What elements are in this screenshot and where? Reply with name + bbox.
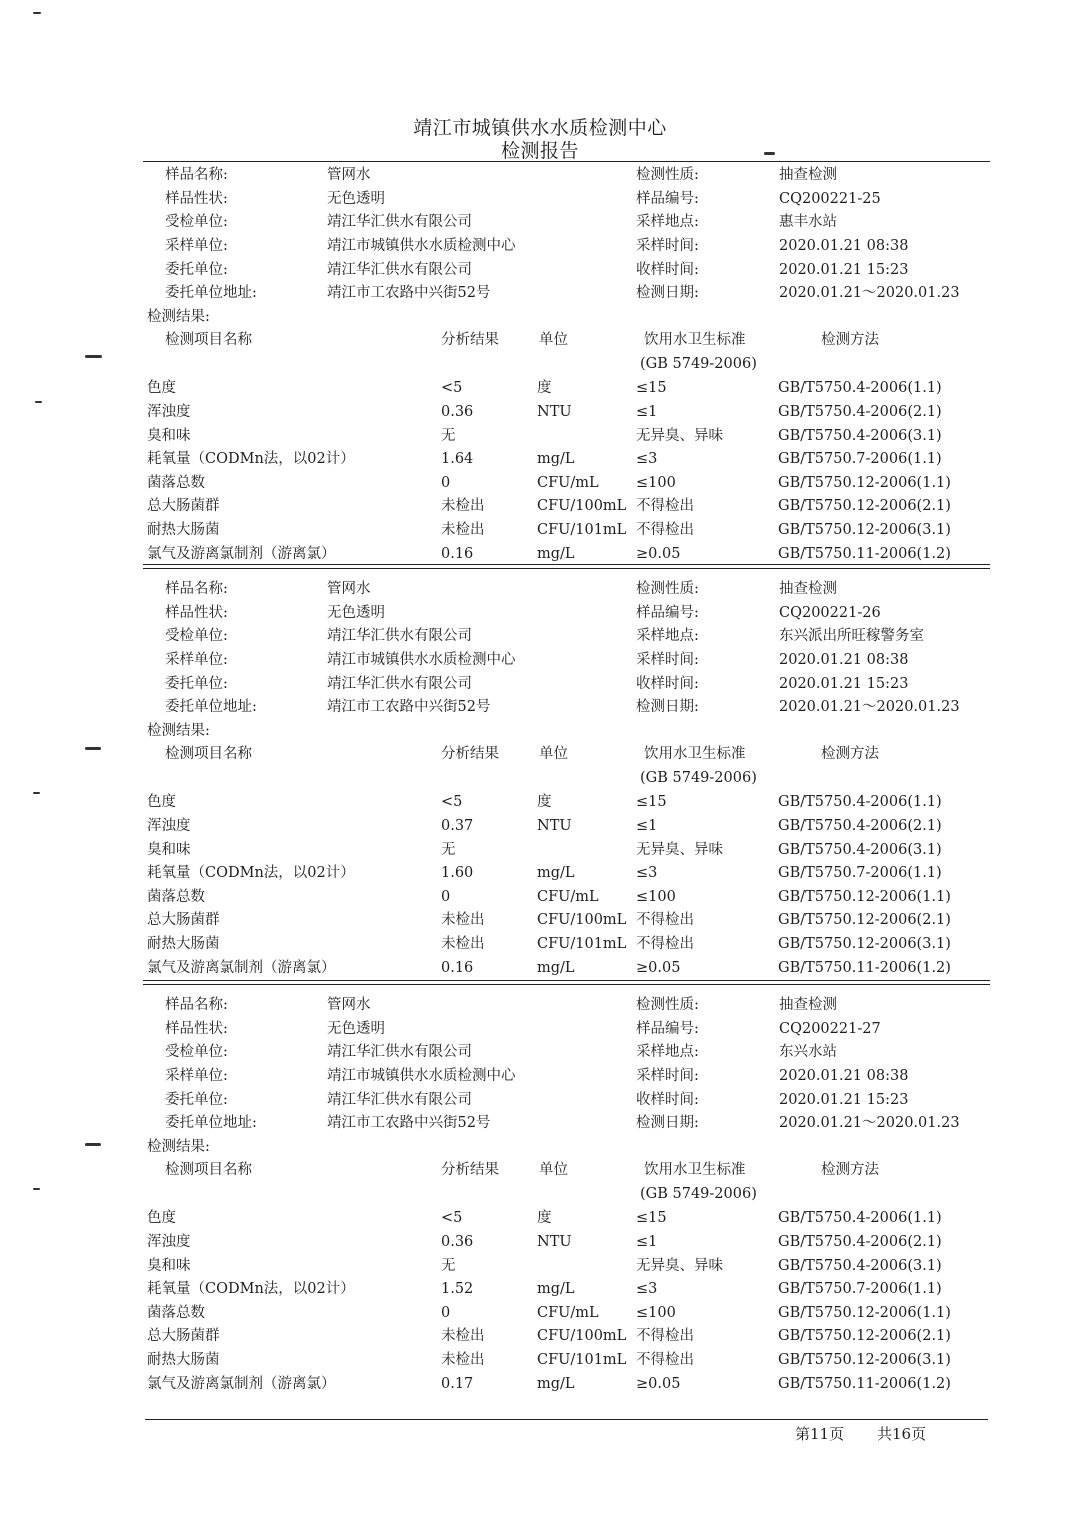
cell-result: 无 [441, 428, 456, 444]
value-client-address: 靖江市工农路中兴街52号 [327, 1115, 491, 1131]
cell-item: 氯气及游离氯制剂（游离氯） [147, 960, 336, 976]
cell-method: GB/T5750.4-2006(1.1) [778, 794, 942, 810]
value-receiving-time: 2020.01.21 15:23 [779, 676, 909, 692]
label-client-address: 委托单位地址: [165, 1115, 257, 1131]
label-sampling-time: 采样时间: [636, 652, 699, 668]
label-sampling-time: 采样时间: [636, 1068, 699, 1084]
cell-method: GB/T5750.7-2006(1.1) [778, 1281, 942, 1297]
value-sampling-unit: 靖江市城镇供水水质检测中心 [327, 238, 516, 254]
col-header-standard-code: (GB 5749-2006) [640, 770, 757, 786]
col-header-standard: 饮用水卫生标准 [644, 332, 746, 348]
cell-result: 0 [441, 889, 451, 905]
col-header-standard-code: (GB 5749-2006) [640, 1186, 757, 1202]
cell-result: <5 [441, 1210, 463, 1226]
report-section-3 [0, 993, 1080, 1403]
cell-result: 0.36 [441, 1234, 474, 1250]
value-receiving-time: 2020.01.21 15:23 [779, 1092, 909, 1108]
value-client-unit: 靖江华汇供水有限公司 [327, 676, 472, 692]
value-sample-no: CQ200221-27 [779, 1021, 881, 1037]
cell-result: 1.60 [441, 865, 474, 881]
value-test-nature: 抽查检测 [779, 997, 837, 1013]
cell-standard: 无异臭、异味 [636, 842, 723, 858]
label-sampling-unit: 采样单位: [165, 652, 228, 668]
value-sampling-unit: 靖江市城镇供水水质检测中心 [327, 1068, 516, 1084]
cell-unit: mg/L [537, 1376, 575, 1392]
value-inspected-unit: 靖江华汇供水有限公司 [327, 214, 472, 230]
cell-item: 耐热大肠菌 [147, 936, 220, 952]
cell-item: 菌落总数 [147, 1305, 205, 1321]
cell-unit: 度 [537, 1210, 552, 1226]
col-header-item: 检测项目名称 [165, 332, 252, 348]
col-header-unit: 单位 [539, 746, 568, 762]
label-test-nature: 检测性质: [636, 997, 699, 1013]
col-header-method: 检测方法 [821, 746, 879, 762]
cell-standard: ≤3 [636, 1281, 658, 1297]
cell-standard: ≤3 [636, 451, 658, 467]
cell-method: GB/T5750.4-2006(2.1) [778, 404, 942, 420]
label-test-date: 检测日期: [636, 285, 699, 301]
cell-item: 总大肠菌群 [147, 498, 220, 514]
label-receiving-time: 收样时间: [636, 262, 699, 278]
label-sample-name: 样品名称: [165, 997, 228, 1013]
label-receiving-time: 收样时间: [636, 676, 699, 692]
scan-mark [33, 12, 41, 14]
cell-standard: 不得检出 [636, 912, 694, 928]
label-client-address: 委托单位地址: [165, 285, 257, 301]
label-client-address: 委托单位地址: [165, 699, 257, 715]
cell-standard: ≤3 [636, 865, 658, 881]
cell-result: 未检出 [441, 522, 485, 538]
value-inspected-unit: 靖江华汇供水有限公司 [327, 628, 472, 644]
cell-item: 色度 [147, 794, 176, 810]
label-sampling-unit: 采样单位: [165, 238, 228, 254]
col-header-item: 检测项目名称 [165, 1162, 252, 1178]
scan-mark [33, 792, 40, 794]
cell-standard: 不得检出 [636, 522, 694, 538]
value-client-unit: 靖江华汇供水有限公司 [327, 1092, 472, 1108]
cell-result: 0 [441, 475, 451, 491]
cell-result: 无 [441, 1258, 456, 1274]
cell-item: 总大肠菌群 [147, 912, 220, 928]
cell-result: <5 [441, 794, 463, 810]
cell-standard: ≤1 [636, 404, 658, 420]
cell-unit: CFU/101mL [537, 1352, 627, 1368]
cell-result: <5 [441, 380, 463, 396]
cell-unit: CFU/100mL [537, 498, 627, 514]
cell-result: 0.16 [441, 546, 474, 562]
label-test-nature: 检测性质: [636, 581, 699, 597]
cell-standard: 不得检出 [636, 1328, 694, 1344]
scan-mark [85, 1143, 101, 1146]
cell-method: GB/T5750.12-2006(3.1) [778, 1352, 951, 1368]
value-sampling-unit: 靖江市城镇供水水质检测中心 [327, 652, 516, 668]
value-sample-state: 无色透明 [327, 191, 385, 207]
label-receiving-time: 收样时间: [636, 1092, 699, 1108]
label-sampling-site: 采样地点: [636, 1044, 699, 1060]
cell-result: 0.37 [441, 818, 474, 834]
label-sampling-site: 采样地点: [636, 214, 699, 230]
value-sample-no: CQ200221-25 [779, 191, 881, 207]
value-sample-name: 管网水 [327, 997, 371, 1013]
value-inspected-unit: 靖江华汇供水有限公司 [327, 1044, 472, 1060]
col-header-unit: 单位 [539, 1162, 568, 1178]
cell-unit: mg/L [537, 1281, 575, 1297]
scan-mark [764, 152, 775, 155]
value-client-address: 靖江市工农路中兴街52号 [327, 699, 491, 715]
value-sampling-site: 东兴水站 [779, 1044, 837, 1060]
label-sample-state: 样品性状: [165, 1021, 228, 1037]
cell-result: 0 [441, 1305, 451, 1321]
value-test-date: 2020.01.21～2020.01.23 [779, 285, 960, 301]
cell-unit: NTU [537, 818, 572, 834]
label-client-unit: 委托单位: [165, 1092, 228, 1108]
label-sample-name: 样品名称: [165, 581, 228, 597]
cell-item: 氯气及游离氯制剂（游离氯） [147, 546, 336, 562]
value-sample-name: 管网水 [327, 167, 371, 183]
cell-unit: NTU [537, 404, 572, 420]
value-client-unit: 靖江华汇供水有限公司 [327, 262, 472, 278]
cell-unit: mg/L [537, 546, 575, 562]
scan-mark [35, 401, 42, 403]
label-sample-name: 样品名称: [165, 167, 228, 183]
cell-unit: mg/L [537, 865, 575, 881]
cell-method: GB/T5750.4-2006(1.1) [778, 380, 942, 396]
header-divider [143, 161, 990, 162]
value-sample-name: 管网水 [327, 581, 371, 597]
cell-result: 未检出 [441, 1328, 485, 1344]
cell-standard: ≤100 [636, 1305, 676, 1321]
label-client-unit: 委托单位: [165, 262, 228, 278]
value-sampling-site: 东兴派出所旺稼警务室 [779, 628, 924, 644]
cell-result: 无 [441, 842, 456, 858]
value-sample-state: 无色透明 [327, 1021, 385, 1037]
cell-unit: CFU/101mL [537, 522, 627, 538]
footer-divider [145, 1419, 988, 1420]
cell-standard: 不得检出 [636, 498, 694, 514]
cell-method: GB/T5750.12-2006(3.1) [778, 522, 951, 538]
cell-item: 臭和味 [147, 1258, 191, 1274]
cell-standard: 无异臭、异味 [636, 428, 723, 444]
cell-standard: ≤15 [636, 1210, 667, 1226]
cell-result: 未检出 [441, 1352, 485, 1368]
cell-standard: ≤100 [636, 475, 676, 491]
value-sampling-time: 2020.01.21 08:38 [779, 652, 909, 668]
cell-result: 0.17 [441, 1376, 474, 1392]
cell-standard: ≤1 [636, 1234, 658, 1250]
cell-item: 臭和味 [147, 842, 191, 858]
label-sampling-unit: 采样单位: [165, 1068, 228, 1084]
cell-item: 臭和味 [147, 428, 191, 444]
cell-item: 耗氧量（CODMn法，以02计） [147, 1281, 355, 1297]
label-sample-no: 样品编号: [636, 605, 699, 621]
cell-item: 色度 [147, 380, 176, 396]
cell-method: GB/T5750.4-2006(2.1) [778, 1234, 942, 1250]
cell-unit: 度 [537, 794, 552, 810]
cell-standard: 不得检出 [636, 1352, 694, 1368]
cell-standard: ≤15 [636, 380, 667, 396]
report-section-1 [0, 163, 1080, 573]
cell-item: 浑浊度 [147, 818, 191, 834]
scan-mark [33, 1188, 40, 1190]
cell-item: 耗氧量（CODMn法，以02计） [147, 451, 355, 467]
value-client-address: 靖江市工农路中兴街52号 [327, 285, 491, 301]
cell-method: GB/T5750.11-2006(1.2) [778, 1376, 951, 1392]
label-sample-no: 样品编号: [636, 1021, 699, 1037]
report-section-2 [0, 577, 1080, 987]
cell-item: 浑浊度 [147, 404, 191, 420]
cell-method: GB/T5750.4-2006(3.1) [778, 428, 942, 444]
cell-unit: 度 [537, 380, 552, 396]
label-sample-no: 样品编号: [636, 191, 699, 207]
label-sample-state: 样品性状: [165, 605, 228, 621]
report-title: 靖江市城镇供水水质检测中心 [413, 117, 667, 139]
cell-method: GB/T5750.11-2006(1.2) [778, 546, 951, 562]
label-sample-state: 样品性状: [165, 191, 228, 207]
col-header-standard: 饮用水卫生标准 [644, 1162, 746, 1178]
cell-item: 耐热大肠菌 [147, 1352, 220, 1368]
cell-method: GB/T5750.7-2006(1.1) [778, 451, 942, 467]
cell-method: GB/T5750.4-2006(1.1) [778, 1210, 942, 1226]
value-test-date: 2020.01.21～2020.01.23 [779, 699, 960, 715]
cell-unit: CFU/mL [537, 1305, 599, 1321]
label-sampling-time: 采样时间: [636, 238, 699, 254]
col-header-result: 分析结果 [441, 332, 499, 348]
results-label: 检测结果: [147, 723, 210, 739]
scan-mark [85, 355, 102, 358]
cell-result: 0.36 [441, 404, 474, 420]
results-label: 检测结果: [147, 1139, 210, 1155]
cell-method: GB/T5750.4-2006(3.1) [778, 1258, 942, 1274]
page-total: 共16页 [877, 1425, 927, 1443]
cell-method: GB/T5750.12-2006(1.1) [778, 1305, 951, 1321]
cell-method: GB/T5750.12-2006(2.1) [778, 498, 951, 514]
cell-item: 总大肠菌群 [147, 1328, 220, 1344]
cell-method: GB/T5750.12-2006(2.1) [778, 1328, 951, 1344]
value-test-nature: 抽查检测 [779, 581, 837, 597]
cell-method: GB/T5750.7-2006(1.1) [778, 865, 942, 881]
value-sampling-time: 2020.01.21 08:38 [779, 238, 909, 254]
label-inspected-unit: 受检单位: [165, 214, 228, 230]
value-test-date: 2020.01.21～2020.01.23 [779, 1115, 960, 1131]
cell-item: 耐热大肠菌 [147, 522, 220, 538]
cell-method: GB/T5750.12-2006(2.1) [778, 912, 951, 928]
cell-standard: 无异臭、异味 [636, 1258, 723, 1274]
cell-unit: CFU/100mL [537, 1328, 627, 1344]
label-inspected-unit: 受检单位: [165, 628, 228, 644]
cell-result: 未检出 [441, 498, 485, 514]
cell-item: 氯气及游离氯制剂（游离氯） [147, 1376, 336, 1392]
scan-mark [85, 747, 101, 750]
col-header-item: 检测项目名称 [165, 746, 252, 762]
cell-result: 1.52 [441, 1281, 474, 1297]
page-number: 第11页 [795, 1425, 845, 1443]
cell-item: 浑浊度 [147, 1234, 191, 1250]
report-subtitle: 检测报告 [500, 140, 579, 162]
col-header-standard-code: (GB 5749-2006) [640, 356, 757, 372]
cell-standard: ≤1 [636, 818, 658, 834]
col-header-method: 检测方法 [821, 1162, 879, 1178]
value-sample-no: CQ200221-26 [779, 605, 881, 621]
col-header-unit: 单位 [539, 332, 568, 348]
cell-unit: CFU/100mL [537, 912, 627, 928]
cell-method: GB/T5750.12-2006(1.1) [778, 475, 951, 491]
col-header-result: 分析结果 [441, 746, 499, 762]
value-sampling-time: 2020.01.21 08:38 [779, 1068, 909, 1084]
label-test-nature: 检测性质: [636, 167, 699, 183]
cell-method: GB/T5750.4-2006(3.1) [778, 842, 942, 858]
cell-item: 耗氧量（CODMn法，以02计） [147, 865, 355, 881]
cell-item: 色度 [147, 1210, 176, 1226]
cell-standard: ≥0.05 [636, 546, 681, 562]
value-sampling-site: 惠丰水站 [779, 214, 837, 230]
label-sampling-site: 采样地点: [636, 628, 699, 644]
cell-unit: mg/L [537, 451, 575, 467]
cell-unit: CFU/mL [537, 889, 599, 905]
col-header-standard: 饮用水卫生标准 [644, 746, 746, 762]
cell-result: 1.64 [441, 451, 474, 467]
value-test-nature: 抽查检测 [779, 167, 837, 183]
cell-unit: CFU/101mL [537, 936, 627, 952]
label-inspected-unit: 受检单位: [165, 1044, 228, 1060]
label-client-unit: 委托单位: [165, 676, 228, 692]
cell-standard: 不得检出 [636, 936, 694, 952]
value-sample-state: 无色透明 [327, 605, 385, 621]
col-header-result: 分析结果 [441, 1162, 499, 1178]
section-divider-1 [143, 564, 990, 569]
label-test-date: 检测日期: [636, 699, 699, 715]
cell-unit: NTU [537, 1234, 572, 1250]
cell-item: 菌落总数 [147, 475, 205, 491]
cell-standard: ≥0.05 [636, 960, 681, 976]
cell-method: GB/T5750.4-2006(2.1) [778, 818, 942, 834]
col-header-method: 检测方法 [821, 332, 879, 348]
cell-result: 未检出 [441, 936, 485, 952]
label-test-date: 检测日期: [636, 1115, 699, 1131]
cell-method: GB/T5750.12-2006(3.1) [778, 936, 951, 952]
results-label: 检测结果: [147, 309, 210, 325]
cell-unit: CFU/mL [537, 475, 599, 491]
cell-result: 0.16 [441, 960, 474, 976]
value-receiving-time: 2020.01.21 15:23 [779, 262, 909, 278]
cell-unit: mg/L [537, 960, 575, 976]
cell-item: 菌落总数 [147, 889, 205, 905]
cell-result: 未检出 [441, 912, 485, 928]
cell-standard: ≥0.05 [636, 1376, 681, 1392]
section-divider-2 [143, 980, 990, 985]
cell-standard: ≤100 [636, 889, 676, 905]
cell-method: GB/T5750.11-2006(1.2) [778, 960, 951, 976]
cell-method: GB/T5750.12-2006(1.1) [778, 889, 951, 905]
cell-standard: ≤15 [636, 794, 667, 810]
